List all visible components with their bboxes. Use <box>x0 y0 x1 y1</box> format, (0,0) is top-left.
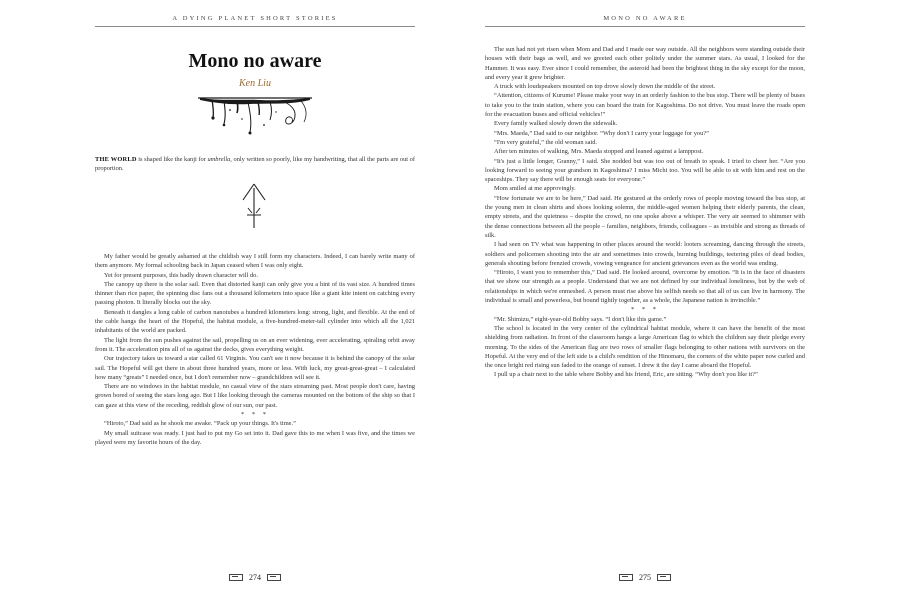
paragraph: The school is located in the very center of the cylindrical habitat module, where it can have the benefit of the most shielding from radiation. In front of the classroom hangs a large American flag to which the children say their pledge every morning. To the sides of the American flag are two rows of smaller flags belonging to other nations with survivors on the Hopeful. At the very end of the left side is a child's rendition of the Hinomaru, the corners of the white paper now curled and the once bright red rising sun faded to the orange of sunset. I drew it the day I came aboard the Hopeful. <box>485 324 805 370</box>
paragraph: “Mrs. Maeda,” Dad said to our neighbor. “Why don't I carry your luggage for you?” <box>494 129 709 137</box>
running-head-right: MONO NO AWARE <box>603 15 687 22</box>
folio-ornament-icon <box>619 574 633 581</box>
page-number: 275 <box>639 572 651 582</box>
paragraph: My father would be greatly ashamed at the childish way I still form my characters. Indeed, I can barely write many of them anymore. My formal schooling back in Japan ceased when I was only eight. <box>95 253 415 270</box>
right-page <box>450 0 900 600</box>
opening-text-end: , only written so poorly, like my handwriting, that all the parts are out of proportion. <box>95 156 415 173</box>
paragraph: Every family walked slowly down the sidewalk. <box>494 120 618 128</box>
paragraph: The sun had not yet risen when Mom and Dad and I made our way outside. All the neighbors were standing outside their houses with their bags as well, and we greeted each other politely under the summer stars. As usual, I looked for the Hammer. It was easy. Ever since I could remember, the asteroid had been the brightest thing in the sky except for the moon, and every year it grew brighter. <box>485 46 805 81</box>
story-title: Mono no aware <box>188 50 322 72</box>
paragraph: Beneath it dangles a long cable of carbon nanotubes a hundred kilometers long: strong, light, and flexible. At the end of the cable hangs the heart of the Hopeful, the habitat module, a five-hundred-meter-tall cylinder into which all the 1,021 inhabitants of the world are packed. <box>95 308 415 335</box>
opening-lead-words: THE WORLD <box>95 156 137 163</box>
paragraph: Yet for present purposes, this badly drawn character will do. <box>104 271 258 279</box>
opening-emphasis: umbrella <box>207 156 231 163</box>
ink-splash-ornament <box>190 92 320 137</box>
paragraph: “It's just a little longer, Granny,” I said. She nodded but was too out of breath to speak. I tried to cheer her. “Are you looking forward to seeing your grandson in Kagoshima? I miss Michi too. You will be able to sit with him and rest on the spaceships. They say there will be enough seats for everyone.” <box>485 157 805 184</box>
umbrella-kanji-drawing <box>240 182 268 230</box>
paragraph: The canopy up there is the solar sail. Even that distorted kanji can only give you a hint of its vast size. A hundred times thinner than rice paper, the spinning disc fans out a thousand kilometers into space like a giant kite intent on catching every passing photon. It literally blocks out the sky. <box>95 280 415 307</box>
section-break: * * * <box>241 411 269 419</box>
paragraph: “Mr. Shimizu,” eight-year-old Bobby says. “I don't like this game.” <box>494 315 667 323</box>
paragraph: Our trajectory takes us toward a star called 61 Virginis. You can't see it now because it is behind the canopy of the solar sail. The Hopeful will get there in about three hundred years, more or less. With luck, my great-great-great – I calculated how many “greats” I needed once, but I don't remember now – grandchildren will see it. <box>95 355 415 381</box>
page-number-left <box>215 572 295 582</box>
paragraph: “How fortunate we are to be here,” Dad said. He gestured at the orderly rows of people moving toward the bus stop, at the young men in clean shirts and shoes looking solemn, the middle-aged women helping their elderly parents, the clean, empty streets, and the quietness – despite the crowd, no one spoke above a whisper. The very air seemed to shimmer with the dense connections between all the people – families, neighbors, friends, colleagues – as invisible and strong as threads of silk. <box>485 194 805 239</box>
right-body-text <box>485 45 805 380</box>
paragraph: “I'm very grateful,” the old woman said. <box>494 138 598 146</box>
paragraph: Mom smiled at me approvingly. <box>494 185 576 193</box>
opening-text: is shaped like the kanji for <box>136 156 208 163</box>
paragraph: The light from the sun pushes against the sail, propelling us on an ever widening, ever accelerating, spiraling orbit away from it. The acceleration pins all of us against the decks, gives everything weight. <box>95 336 415 353</box>
paragraph: A truck with loudspeakers mounted on top drove slowly down the middle of the street. <box>494 83 716 91</box>
paragraph: “Hiroto, I want you to remember this,” Dad said. He looked around, overcome by emotion. “It is in the face of disasters that we show our strength as a people. Understand that we are not defined by our individual loneliness, but by the web of relationships in which we're enmeshed. A person must rise above his selfish needs so that all of us can live in harmony. The individual is small and powerless, but bound tightly together, as a whole, the Japanese nation is invincible.” <box>485 269 805 305</box>
running-head-left: A DYING PLANET SHORT STORIES <box>172 15 338 22</box>
header-rule-left <box>95 26 415 27</box>
page-number: 274 <box>249 572 261 582</box>
header-rule-right <box>485 26 805 27</box>
section-break: * * * <box>631 306 659 314</box>
paragraph: After ten minutes of walking, Mrs. Maeda stopped and leaned against a lamppost. <box>494 148 704 156</box>
paragraph: My small suitcase was ready. I just had to put my Go set into it. Dad gave this to me when I was five, and the times we played were my favorite hours of the day. <box>95 429 415 446</box>
paragraph: There are no windows in the habitat module, no casual view of the stars streaming past. Most people don't care, having grown bored of seeing the stars long ago. But I like looking through the cameras mounted on the bottom of the ship so that I can gaze at this view of the receding, reddish glow of our sun, our past. <box>95 383 415 409</box>
folio-ornament-icon <box>657 574 671 581</box>
page-number-right <box>605 572 685 582</box>
author-name: Ken Liu <box>239 78 271 89</box>
paragraph: I had seen on TV what was happening in other places around the world: looters screaming, dancing through the streets, soldiers and policemen shooting into the air and sometimes into crowds, burning buildings, teetering piles of dead bodies, generals shouting before frenzied crowds, vowing vengeance for ancient grievances even as the world was ending. <box>485 241 805 267</box>
folio-ornament-icon <box>229 574 243 581</box>
folio-ornament-icon <box>267 574 281 581</box>
opening-paragraph <box>95 155 415 174</box>
paragraph: I pull up a chair next to the table where Bobby and his friend, Eric, are sitting. “Why don't you like it?” <box>494 371 758 379</box>
paragraph: “Attention, citizens of Kurume! Please make your way in an orderly fashion to the bus stop. There will be plenty of buses to take you to the train station, where you can board the train for Kagoshima. Do not drive. You must leave the roads open for the evacuation buses and official vehicles!” <box>485 92 805 119</box>
left-body-text <box>95 252 415 447</box>
paragraph: “Hiroto,” Dad said as he shook me awake. “Pack up your things. It's time.” <box>104 420 296 428</box>
